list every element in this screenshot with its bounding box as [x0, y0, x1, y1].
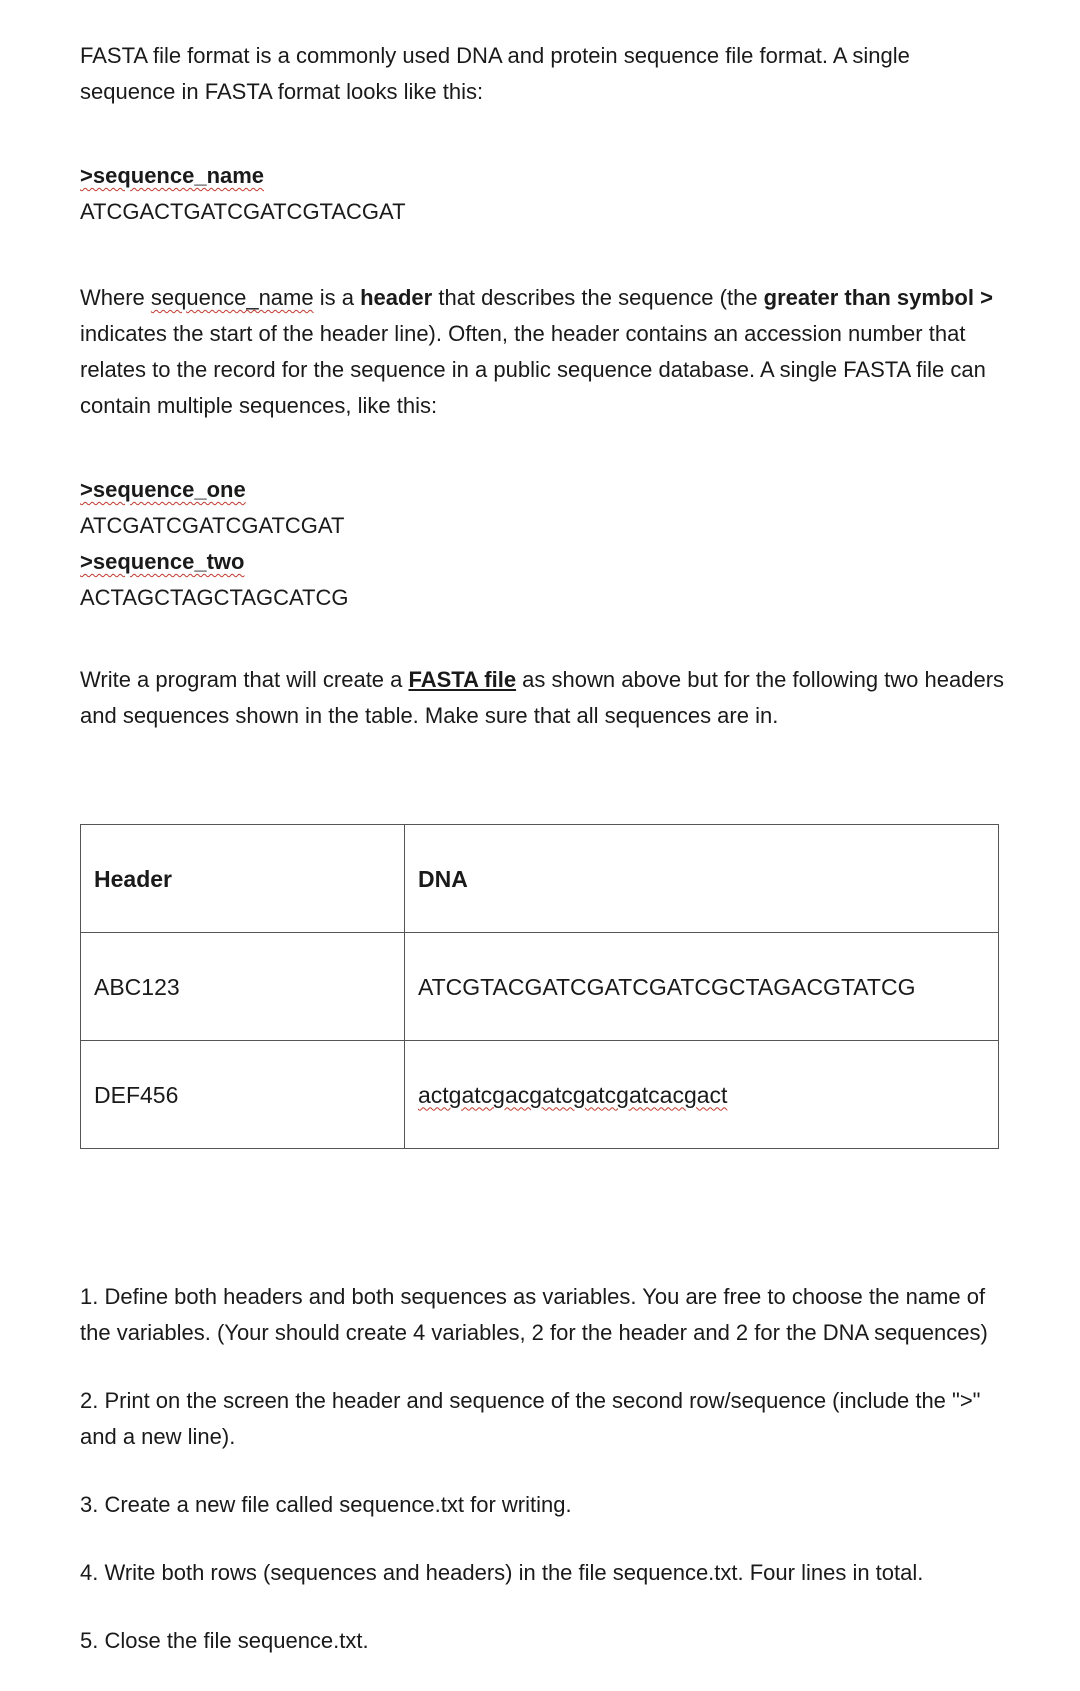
step-1: 1. Define both headers and both sequences as variables. You are free to choose the name of the variables. (Your should create 4 variables, 2 for the header and 2 for the DNA sequences) — [80, 1284, 988, 1345]
task-text-2: as shown above but for the following two headers and sequences shown in the table. Make sure that all sequences are in. — [80, 667, 1005, 728]
explanation-paragraph — [80, 280, 1010, 424]
row-2-dna-text: actgatcgacgatcgatcgatcacgact — [418, 1081, 728, 1108]
step-3: 3. Create a new file called sequence.txt for writing. — [80, 1492, 572, 1517]
intro-paragraph: FASTA file format is a commonly used DNA and protein sequence file format. A single sequence in FASTA format looks like this: — [80, 43, 910, 104]
example-multi-sequence — [80, 472, 1010, 616]
explanation-text-1: Where — [80, 285, 151, 310]
step-2: 2. Print on the screen the header and sequence of the second row/sequence (include the ">" and a new line). — [80, 1388, 981, 1449]
fasta-file-link[interactable]: FASTA file — [408, 667, 517, 692]
explanation-text-3: that describes the sequence (the — [432, 285, 764, 310]
example-header: >sequence_name — [80, 163, 265, 188]
column-header-dna: DNA — [405, 825, 999, 933]
example-sequence-two: ACTAGCTAGCTAGCATCG — [80, 585, 349, 610]
bold-header: header — [360, 285, 433, 310]
task-paragraph — [80, 662, 1010, 734]
task-text-1: Write a program that will create a — [80, 667, 409, 692]
sequence-name-term: sequence_name — [150, 285, 314, 310]
table-row — [81, 933, 999, 1041]
row-2-dna — [405, 1041, 999, 1149]
bold-greater-than: greater than symbol > — [763, 285, 993, 310]
step-4: 4. Write both rows (sequences and headers) in the file sequence.txt. Four lines in total. — [80, 1560, 924, 1585]
instruction-steps — [80, 1279, 1010, 1659]
example-single-sequence — [80, 158, 1010, 230]
row-2-header: DEF456 — [81, 1041, 405, 1149]
explanation-text-2: is a — [313, 285, 361, 310]
row-1-dna: ATCGTACGATCGATCGATCGCTAGACGTATCG — [405, 933, 999, 1041]
example-header-two: >sequence_two — [80, 549, 245, 574]
example-header-one: >sequence_one — [80, 477, 246, 502]
row-1-header: ABC123 — [81, 933, 405, 1041]
column-header-header: Header — [81, 825, 405, 933]
sequence-table — [80, 824, 999, 1149]
step-5: 5. Close the file sequence.txt. — [80, 1628, 369, 1653]
explanation-text-4: indicates the start of the header line). Often, the header contains an accession number that relates to the record for the sequence in a public sequence database. A single FASTA file can contain multiple sequences, like this: — [80, 321, 986, 418]
example-sequence-one: ATCGATCGATCGATCGAT — [80, 513, 345, 538]
example-sequence: ATCGACTGATCGATCGTACGAT — [80, 199, 406, 224]
document-page — [80, 38, 1010, 1691]
table-header-row — [81, 825, 999, 933]
table-row — [81, 1041, 999, 1149]
